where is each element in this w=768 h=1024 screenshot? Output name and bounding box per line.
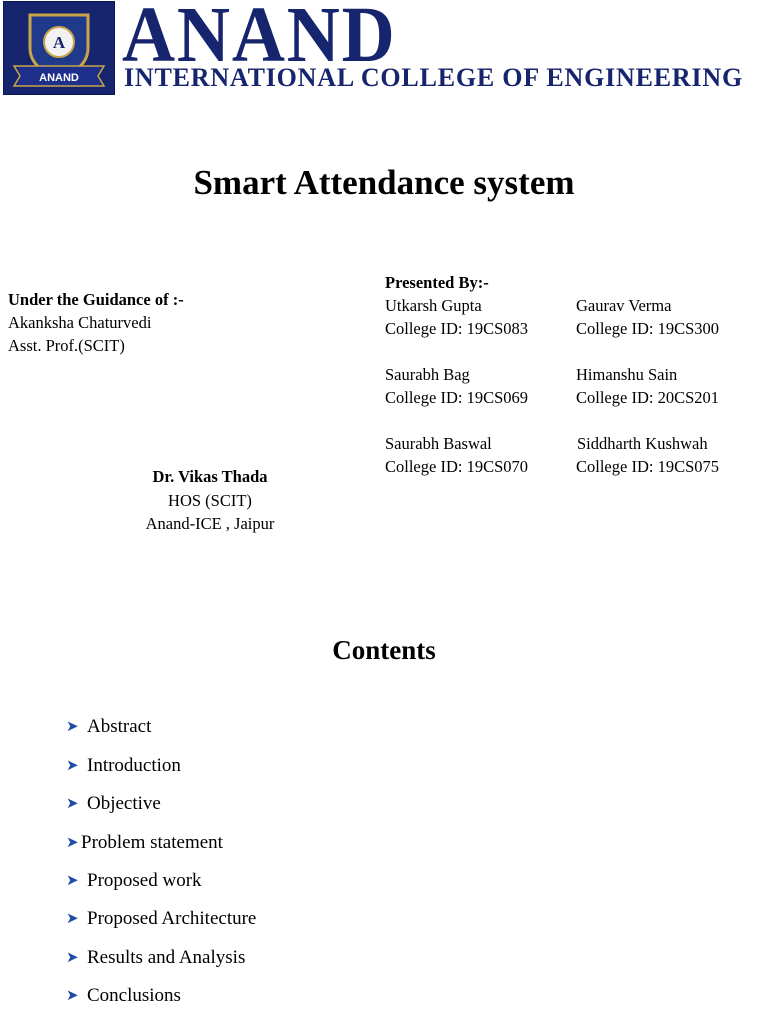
chevron-right-icon: ➤ bbox=[66, 796, 79, 812]
college-subtitle: INTERNATIONAL COLLEGE OF ENGINEERING bbox=[124, 63, 743, 92]
contents-item-label: Conclusions bbox=[87, 985, 181, 1006]
contents-item-label: Results and Analysis bbox=[87, 947, 246, 968]
presenter-id: College ID: 19CS075 bbox=[576, 457, 719, 476]
presenter-id: College ID: 19CS070 bbox=[385, 457, 528, 476]
chevron-right-icon: ➤ bbox=[66, 873, 79, 889]
presenter-id: College ID: 19CS300 bbox=[576, 319, 719, 338]
presenter-name: Siddharth Kushwah bbox=[577, 434, 708, 453]
presenter-id: College ID: 19CS069 bbox=[385, 388, 528, 407]
contents-item-label: Proposed work bbox=[87, 870, 202, 891]
chevron-right-icon: ➤ bbox=[66, 988, 79, 1004]
college-logo bbox=[3, 1, 115, 95]
presenter-name: Gaurav Verma bbox=[576, 296, 672, 315]
contents-item-label: Objective bbox=[87, 793, 161, 814]
hos-institute: Anand-ICE , Jaipur bbox=[145, 514, 275, 533]
contents-item bbox=[66, 868, 202, 894]
chevron-right-icon: ➤ bbox=[66, 835, 79, 851]
presenter-id: College ID: 19CS083 bbox=[385, 319, 528, 338]
hos-name: Dr. Vikas Thada bbox=[152, 467, 268, 486]
contents-item-label: Problem statement bbox=[81, 832, 223, 853]
guide-name: Akanksha Chaturvedi bbox=[8, 313, 152, 332]
chevron-right-icon: ➤ bbox=[66, 950, 79, 966]
contents-heading: Contents bbox=[332, 635, 436, 665]
contents-item bbox=[66, 753, 181, 779]
college-name: ANAND bbox=[122, 0, 397, 79]
contents-item-label: Abstract bbox=[87, 716, 152, 737]
chevron-right-icon: ➤ bbox=[66, 911, 79, 927]
guide-designation: Asst. Prof.(SCIT) bbox=[8, 336, 125, 355]
contents-item bbox=[66, 714, 151, 740]
presenter-name: Utkarsh Gupta bbox=[385, 296, 482, 315]
presenter-name: Himanshu Sain bbox=[576, 365, 678, 384]
logo-letter: A bbox=[52, 33, 66, 52]
chevron-right-icon: ➤ bbox=[66, 719, 79, 735]
contents-item bbox=[66, 906, 256, 932]
document-title: Smart Attendance system bbox=[193, 163, 575, 202]
presenter-id: College ID: 20CS201 bbox=[576, 388, 719, 407]
guidance-heading: Under the Guidance of :- bbox=[8, 290, 184, 309]
contents-item bbox=[66, 791, 161, 817]
shield-crest-icon bbox=[4, 2, 114, 94]
contents-item bbox=[66, 945, 245, 971]
presenters-heading: Presented By:- bbox=[385, 273, 489, 292]
contents-item-label: Introduction bbox=[87, 755, 181, 776]
contents-item bbox=[66, 830, 223, 856]
presenter-name: Saurabh Bag bbox=[385, 365, 470, 384]
chevron-right-icon: ➤ bbox=[66, 758, 79, 774]
logo-badge-text: ANAND bbox=[39, 72, 79, 84]
contents-item bbox=[66, 983, 181, 1009]
hos-designation: HOS (SCIT) bbox=[168, 491, 252, 510]
presenter-name: Saurabh Baswal bbox=[385, 434, 492, 453]
contents-item-label: Proposed Architecture bbox=[87, 908, 257, 929]
